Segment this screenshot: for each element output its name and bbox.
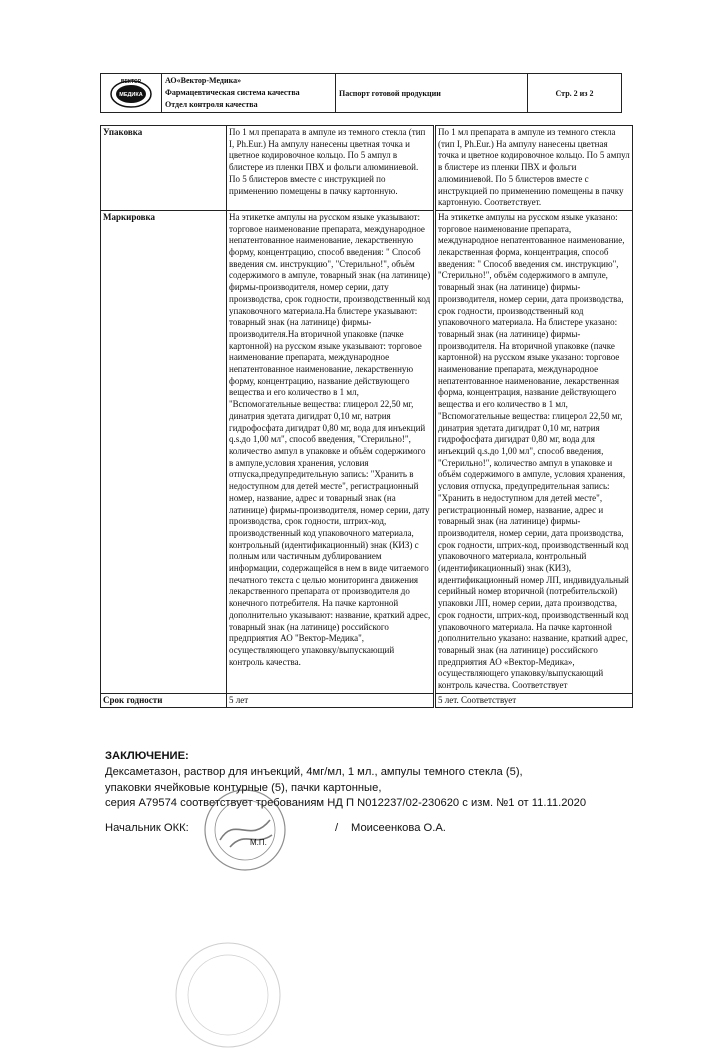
signature-line <box>105 822 446 834</box>
result-cell: На этикетке ампулы на русском языке указано: торговое наименование препарата, международное непатентованное наименование, лекарственная форма, концентрация, способ введения: " Способ введения см. инструкцию", "Стерильно!", объём содержимого в ампуле, товарный знак (на латинице) фирмы-производителя, номер серии, дата производства, срок годности, производственный код упаковочного материала. На блистере указано: товарный знак (на латинице) фирмы-производителя. На вторичной упаковке (пачке картонной) на русском языке указано: торговое наименование препарата, международное непатентованное наименование, лекарственная форма, концентрация, название действующего вещества и его количество в 1 мл, "Вспомогательные вещества: глицерол 22,50 мг, динатрия эдетата дигидрат 0,10 мг, натрия гидрофосфата дигидрат 0,80 мг, вода для инъекций q.s.до 1,00 мл", способ введения, "Стерильно!", количество ампул в упаковке и объём содержимого в ампуле, условия хранения, условия отпуска, предупредительная запись: "Хранить в недоступном для детей месте", регистрационный номер, название, адрес и товарный знак (на латинице) фирмы-производителя, номер серии, дата производства, срок годности, штрих-код, производственный код упаковочного материала, контрольный (идентификационный) знак (КИЗ), идентификационный номер ЛП, индивидуальный серийный номер вторичной (потребительской) упаковки ЛП, номер серии, дата производства, срок годности, штрих-код, производственный код упаковочного материала. На пачке картонной дополнительно указано: название, краткий адрес, товарный знак (на латинице) российского предприятия АО «Вектор-Медика», осуществляющего упаковку/выпускающий контроль качества. Соответствует <box>435 210 633 693</box>
row-label-marking: Маркировка <box>101 210 227 693</box>
row-label-shelf-life: Срок годности <box>101 693 227 708</box>
conclusion-title: ЗАКЛЮЧЕНИЕ: <box>105 750 189 762</box>
page-number: Стр. 2 из 2 <box>555 88 594 98</box>
result-cell: По 1 мл препарата в ампуле из темного стекла (тип I, Ph.Eur.) На ампулу нанесены цветная точка и цветное кодировочное кольцо. По 5 ампул в блистере из пленки ПВХ и фольги алюминиевой. По 5 блистеров вместе с инструкцией по применению помещены в пачку картонную. Соответствует. <box>435 126 633 211</box>
org-name: АО«Вектор-Медика» <box>165 76 242 85</box>
result-cell: 5 лет. Соответствует <box>435 693 633 708</box>
requirement-cell: 5 лет <box>227 693 435 708</box>
product-passport-table <box>100 125 633 708</box>
logo-icon <box>108 77 154 109</box>
document-title: Паспорт готовой продукции <box>336 74 528 112</box>
table-row <box>101 126 633 211</box>
stamp-label: М.П. <box>250 838 267 847</box>
requirement-cell: На этикетке ампулы на русском языке указывают: торговое наименование препарата, международное непатентованное наименование, лекарственную форму, концентрацию, способ введения: " Способ введения см. инструкцию", "Стерильно!", объём содержимого в ампуле, товарный знак (на латинице) фирмы-производителя, номер серии, дату производства, срок годности, производственный код упаковочного материала.На блистере указывают: товарный знак (на латинице) фирмы-производителя.На вторичной упаковке (пачке картонной) на русском языке указывают: торговое наименование препарата, международное непатентованное наименование, лекарственную форму, концентрацию, название действующего вещества и его количество в 1 мл, "Вспомогательные вещества: глицерол 22,50 мг, динатрия эдетата дигидрат 0,10 мг, натрия гидрофосфата дигидрат 0,80 мг, вода для инъекций q.s.до 1,00 мл", способ введения, "Стерильно!", количество ампул в упаковке и объём содержимого в ампуле,условия хранения, условия отпуска,предупредительную запись: "Хранить в недоступном для детей месте", регистрационный номер, название, адрес и товарный знак (на латинице) фирмы-производителя, номер серии, дату производства, срок годности, штрих-код, производственный код упаковочного материала, контрольный (идентификационный) знак (КИЗ) с полным или частичным дублированием информации, содержащейся в нем в виде читаемого печатного текста с целью мониторинга движения лекарственного препарата от производителя до конечного потребителя. На пачке картонной дополнительно указывают: название, краткий адрес, товарный знак (на латинице) российского предприятия АО "Вектор-Медика", осуществляющего упаковку/выпускающий контроль качества. <box>227 210 435 693</box>
conclusion-line: Дексаметазон, раствор для инъекций, 4мг/мл, 1 мл., ампулы темного стекла (5), <box>105 765 523 778</box>
svg-text:МЕДИКА: МЕДИКА <box>119 92 143 98</box>
qc-stamp-icon <box>200 785 290 875</box>
requirement-cell: По 1 мл препарата в ампуле из темного стекла (тип I, Ph.Eur.) На ампулу нанесены цветная точка и цветное кодировочное кольцо. По 5 ампул в блистере из пленки ПВХ и фольги алюминиевой. По 5 блистеров вместе с инструкцией по применению помещены в пачку картонную. <box>227 126 435 211</box>
signature-separator: / <box>335 822 339 834</box>
table-row <box>101 693 633 708</box>
signature-role: Начальник ОКК: <box>105 822 189 834</box>
svg-text:ВЕКТОР: ВЕКТОР <box>120 79 142 85</box>
conclusion-block <box>105 749 705 812</box>
org-department: Отдел контроля качества <box>165 100 258 109</box>
document-header <box>100 73 622 113</box>
table-row <box>101 210 633 693</box>
row-label-packaging: Упаковка <box>101 126 227 211</box>
conclusion-line: упаковки ячейковые контурные (5), пачки картонные, <box>105 781 382 794</box>
org-system: Фармацевтическая система качества <box>165 88 300 97</box>
organization-block <box>162 74 336 112</box>
company-logo <box>101 74 162 112</box>
conclusion-line: серия А79574 соответствует требованиям НД П N012237/02-230620 с изм. №1 от 11.11.2020 <box>105 797 587 810</box>
signature-name: Моисеенкова О.А. <box>351 822 446 834</box>
faint-stamp-icon <box>168 935 288 1055</box>
